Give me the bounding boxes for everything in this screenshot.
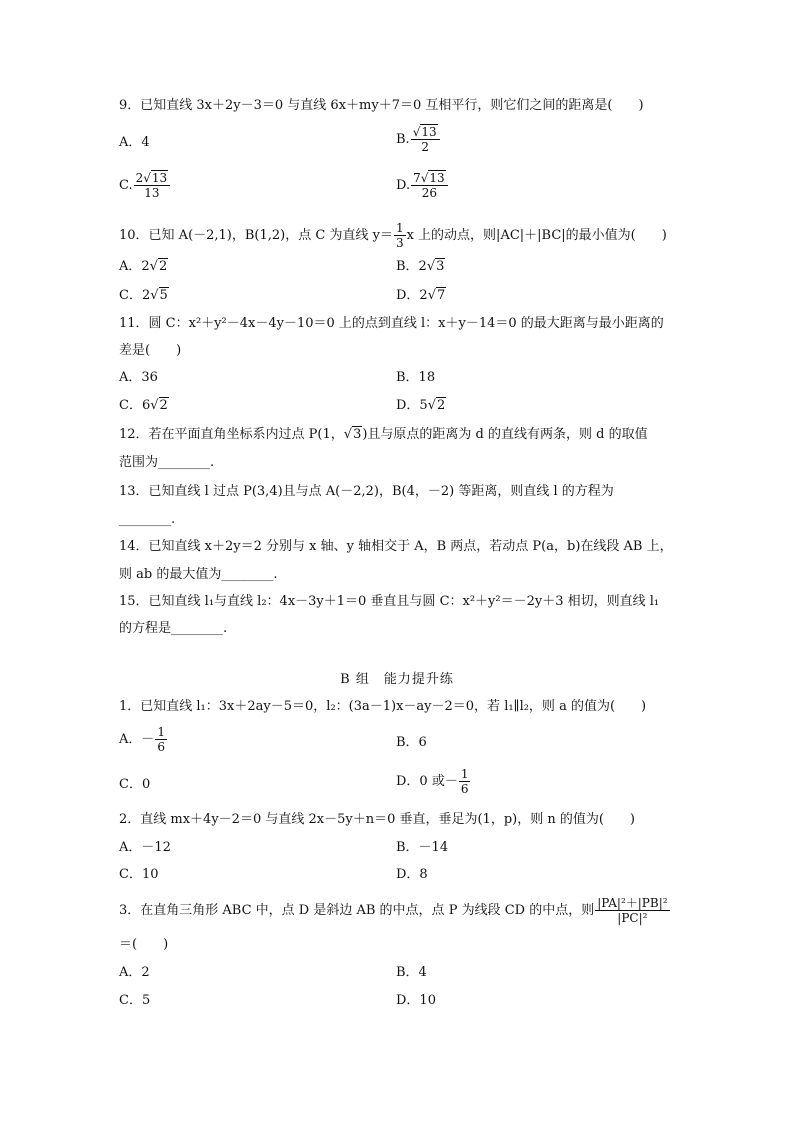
q11-stem-line2: 差是( ) bbox=[119, 343, 182, 358]
q12-stem-line2: 范围为________. bbox=[119, 455, 215, 470]
q14-stem-line1: 14．已知直线 x＋2y＝2 分别与 x 轴、y 轴相交于 A，B 两点，若动点 P(a，b)在线段 AB 上， bbox=[119, 539, 673, 554]
fraction: $\frac{\text{|PA|²＋|PB|²}}{\text{|PC|²}}$ bbox=[597, 896, 668, 925]
b1-stem: 1．已知直线 l₁：3x＋2ay－5＝0，l₂：(3a－1)x－ay－2＝0，若 l₁∥l₂，则 a 的值为( ) bbox=[119, 699, 647, 714]
b2-option-b: B．－14 bbox=[396, 840, 449, 855]
q10-stem: 10．已知 A(－2,1)，B(1,2)，点 C 为直线 y＝ $\frac{1}{3}$ x 上的动点，则|AC|＋|BC|的最小值为( ) bbox=[119, 221, 667, 250]
b1-option-a: A．－ $\frac{1}{6}$ bbox=[119, 725, 166, 754]
b1-option-b: B．6 bbox=[396, 735, 427, 750]
q10-option-d: D．2√7 bbox=[396, 288, 446, 303]
b2-option-c: C．10 bbox=[119, 867, 159, 882]
option-label: C. bbox=[119, 178, 133, 193]
section-title: B 组 能力提升练 bbox=[340, 672, 454, 687]
q9-stem: 9．已知直线 3x＋2y－3＝0 与直线 6x＋my＋7＝0 互相平行，则它们之间的距离是( ) bbox=[119, 98, 644, 113]
q10-option-b: B．2√3 bbox=[396, 259, 445, 274]
fraction: $\frac{√13}{2}$ bbox=[411, 125, 440, 154]
q12-stem-line1: 12．若在平面直角坐标系内过点 P(1，√3)且与原点的距离为 d 的直线有两条，则 d 的取值 bbox=[119, 427, 648, 442]
b3-option-c: C．5 bbox=[119, 993, 151, 1008]
q13-stem-line2: ________. bbox=[119, 512, 176, 527]
b1-option-c: C．0 bbox=[119, 777, 151, 792]
b2-option-a: A．－12 bbox=[119, 840, 171, 855]
fraction: $\frac{2√13}{13}$ bbox=[134, 171, 171, 200]
fraction: $\frac{1}{6}$ bbox=[157, 725, 166, 754]
fraction: $\frac{7√13}{26}$ bbox=[411, 171, 448, 200]
q11-option-b: B．18 bbox=[396, 370, 436, 385]
b3-option-b: B．4 bbox=[396, 965, 427, 980]
q15-stem-line1: 15．已知直线 l₁与直线 l₂：4x－3y＋1＝0 垂直且与圆 C：x²＋y²＝－2y＋3 相切，则直线 l₁ bbox=[119, 594, 660, 609]
option-label: D. bbox=[396, 178, 411, 193]
q11-option-d: D．5√2 bbox=[396, 398, 446, 413]
q10-option-a: A．2√2 bbox=[119, 259, 168, 274]
q14-stem-line2: 则 ab 的最大值为________. bbox=[119, 567, 278, 582]
b1-option-d: D．0 或－ $\frac{1}{6}$ bbox=[396, 767, 469, 796]
b3-stem-line1: 3．在直角三角形 ABC 中，点 D 是斜边 AB 的中点，点 P 为线段 CD 的中点，则 $\frac{\text{|PA|²＋|PB|²}}{\text{|PC|²}}$ bbox=[119, 896, 668, 925]
q15-stem-line2: 的方程是________. bbox=[119, 621, 228, 636]
b3-option-a: A．2 bbox=[119, 965, 150, 980]
b2-stem: 2．直线 mx＋4y－2＝0 与直线 2x－5y＋n＝0 垂直，垂足为(1，p)，则 n 的值为( ) bbox=[119, 812, 635, 827]
b3-stem-line2: ＝( ) bbox=[119, 937, 169, 952]
q11-option-c: C．6√2 bbox=[119, 398, 168, 413]
q13-stem-line1: 13．已知直线 l 过点 P(3,4)且与点 A(－2,2)，B(4，－2) 等距离，则直线 l 的方程为 bbox=[119, 484, 614, 499]
q9-option-b bbox=[396, 125, 441, 154]
b3-option-d: D．10 bbox=[396, 993, 436, 1008]
b2-option-d: D．8 bbox=[396, 867, 428, 882]
q9-option-c bbox=[119, 171, 171, 200]
fraction: $\frac{1}{3}$ bbox=[395, 221, 404, 250]
q10-option-c: C．2√5 bbox=[119, 288, 168, 303]
q11-stem-line1: 11．圆 C：x²＋y²－4x－4y－10＝0 上的点到直线 l：x＋y－14＝0 的最大距离与最小距离的 bbox=[119, 316, 664, 331]
q11-option-a: A．36 bbox=[119, 370, 158, 385]
option-label: B. bbox=[396, 132, 410, 147]
q9-option-a: A．4 bbox=[119, 135, 150, 150]
fraction: $\frac{1}{6}$ bbox=[460, 767, 469, 796]
q9-option-d bbox=[396, 171, 449, 200]
